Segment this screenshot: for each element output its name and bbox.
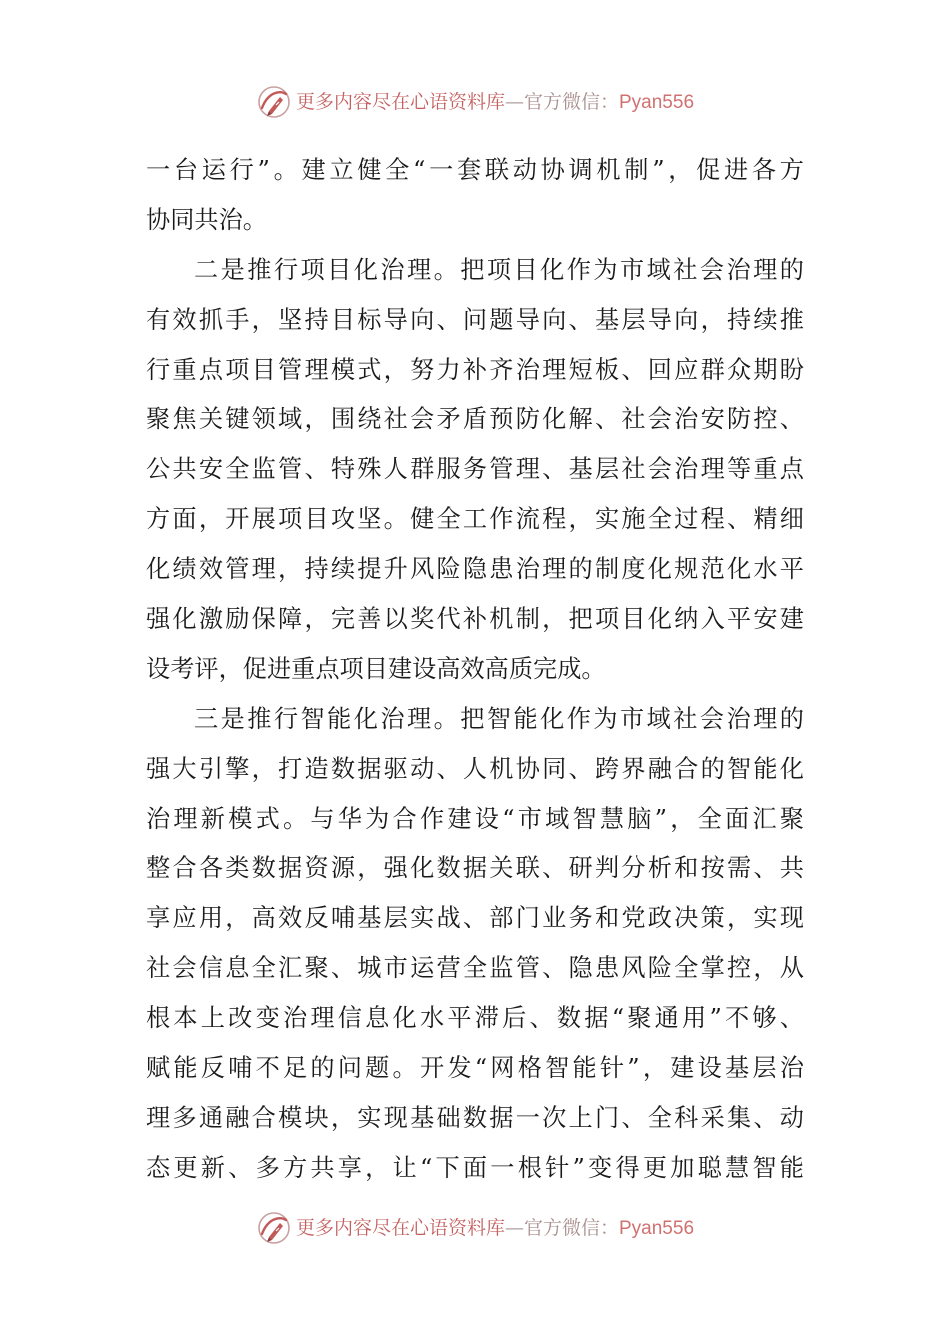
body-line: 享应用，高效反哺基层实战、部门业务和党政决策，实现 bbox=[146, 904, 804, 933]
body-line: 二是推行项目化治理。把项目化作为市域社会治理的 bbox=[194, 255, 804, 284]
banner-title: 更多内容尽在心语资料库 bbox=[295, 1216, 505, 1239]
body-line: 公共安全监管、特殊人群服务管理、基层社会治理等重点 bbox=[146, 455, 804, 484]
body-line: 强大引擎，打造数据驱动、人机协同、跨界融合的智能化 bbox=[146, 754, 804, 783]
footer-banner-text bbox=[296, 1208, 694, 1249]
header-banner-text bbox=[296, 82, 694, 123]
body-line: 理多通融合模块，实现基础数据一次上门、全科采集、动 bbox=[146, 1103, 804, 1132]
banner-dash: — bbox=[504, 90, 524, 113]
banner-official-label: 官方微信： bbox=[523, 1216, 619, 1239]
pen-nib-logo-icon bbox=[256, 84, 292, 120]
body-line: 三是推行智能化治理。把智能化作为市域社会治理的 bbox=[194, 704, 804, 733]
body-line: 有效抓手，坚持目标导向、问题导向、基层导向，持续推 bbox=[146, 305, 804, 334]
body-line: 社会信息全汇聚、城市运营全监管、隐患风险全掌控，从 bbox=[146, 954, 804, 983]
body-line: 治理新模式。与华为合作建设“市域智慧脑”，全面汇聚 bbox=[146, 804, 804, 833]
banner-official-label: 官方微信： bbox=[523, 90, 619, 113]
banner-wechat-id: Pyan556 bbox=[619, 1217, 695, 1239]
body-line: 协同共治。 bbox=[146, 205, 267, 234]
banner-dash: — bbox=[504, 1216, 524, 1239]
pen-nib-logo-icon bbox=[256, 1210, 292, 1246]
body-line: 聚焦关键领域，围绕社会矛盾预防化解、社会治安防控、 bbox=[146, 405, 804, 434]
header-banner[interactable] bbox=[0, 82, 950, 122]
body-line: 方面，开展项目攻坚。健全工作流程，实施全过程、精细 bbox=[146, 505, 804, 534]
body-line: 态更新、多方共享，让“下面一根针”变得更加聪慧智能 bbox=[146, 1153, 804, 1182]
banner-title: 更多内容尽在心语资料库 bbox=[295, 90, 505, 113]
body-line: 赋能反哺不足的问题。开发“网格智能针”，建设基层治 bbox=[146, 1054, 804, 1083]
footer-banner[interactable] bbox=[0, 1208, 950, 1248]
body-line: 强化激励保障，完善以奖代补机制，把项目化纳入平安建 bbox=[146, 605, 804, 634]
body-line: 一台运行”。建立健全“一套联动协调机制”，促进各方 bbox=[146, 156, 804, 184]
body-line: 化绩效管理，持续提升风险隐患治理的制度化规范化水平 bbox=[146, 555, 804, 584]
body-text bbox=[146, 146, 804, 1194]
body-line: 根本上改变治理信息化水平滞后、数据“聚通用”不够、 bbox=[146, 1004, 804, 1033]
body-line: 整合各类数据资源，强化数据关联、研判分析和按需、共 bbox=[146, 854, 804, 883]
body-line: 设考评，促进重点项目建设高效高质完成。 bbox=[146, 654, 606, 683]
banner-wechat-id: Pyan556 bbox=[619, 91, 695, 113]
body-line: 行重点项目管理模式，努力补齐治理短板、回应群众期盼 bbox=[146, 355, 804, 384]
